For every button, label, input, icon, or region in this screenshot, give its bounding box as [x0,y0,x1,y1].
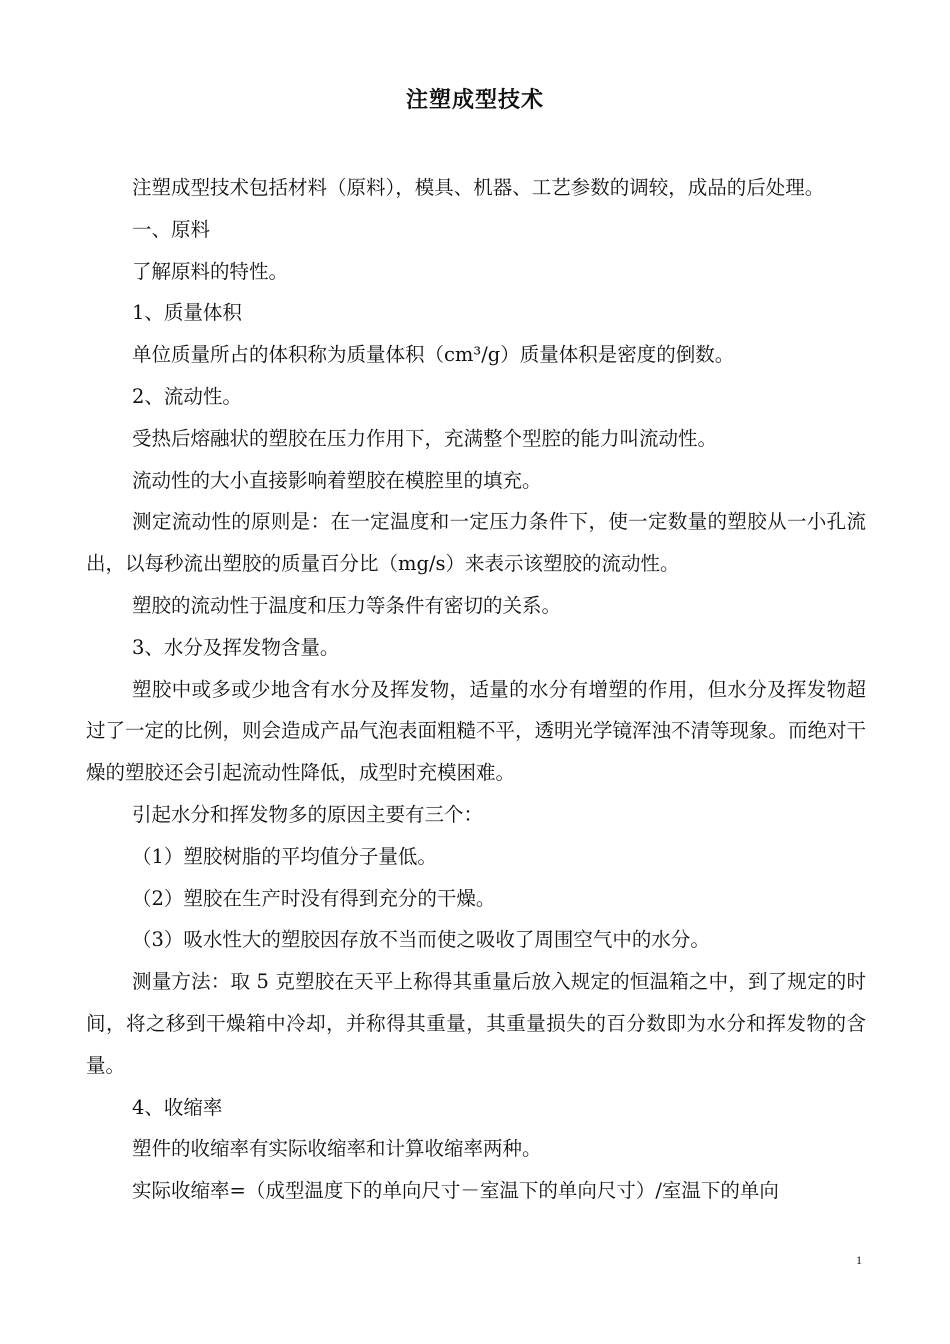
paragraph-moisture-causes: 引起水分和挥发物多的原因主要有三个： [132,802,484,826]
paragraph-fluidity-definition: 受热后熔融状的塑胶在压力作用下，充满整个型腔的能力叫流动性。 [132,426,718,450]
paragraph-intro: 注塑成型技术包括材料（原料），模具、机器、工艺参数的调较，成品的后处理。 [132,176,825,199]
paragraph-fluidity-effect: 流动性的大小直接影响着塑胶在模腔里的填充。 [132,468,542,492]
paragraph-measurement-method: 测量方法：取 5 克塑胶在天平上称得其重量后放入规定的恒温箱之中，到了规定的时间，将之移到干燥箱中冷却，并称得其重量，其重量损失的百分数即为水分和挥发物的含量。 [86,970,866,1077]
paragraph-moisture-effects: 塑胶中或多或少地含有水分及挥发物，适量的水分有增塑的作用，但水分及挥发物超过了一定的比例，则会造成产品气泡表面粗糙不平，透明光学镜浑浊不清等现象。而绝对干燥的塑胶还会引起流动性降低，成型时充模困难。 [86,677,867,785]
subheading-shrinkage: 4、收缩率 [132,1095,223,1119]
document-body [86,167,866,1212]
section-heading-raw-materials: 一、原料 [132,217,211,241]
list-item-cause-2: （2）塑胶在生产时没有得到充分的干燥。 [132,886,496,910]
subheading-moisture-volatiles: 3、水分及挥发物含量。 [132,635,340,659]
page-number: 1 [856,1253,862,1267]
list-item-cause-1: （1）塑胶树脂的平均值分子量低。 [132,844,437,868]
subheading-specific-volume: 1、质量体积 [132,301,242,325]
paragraph-actual-shrinkage-formula: 实际收缩率=（成型温度下的单向尺寸－室温下的单向尺寸）/室温下的单向 [132,1179,779,1203]
paragraph-shrinkage-types: 塑件的收缩率有实际收缩率和计算收缩率两种。 [132,1137,542,1161]
paragraph-fluidity-conditions: 塑胶的流动性于温度和压力等条件有密切的关系。 [132,593,562,617]
document-title: 注塑成型技术 [405,88,544,113]
list-item-cause-3: （3）吸水性大的塑胶因存放不当而使之吸收了周围空气中的水分。 [132,928,710,952]
paragraph-specific-volume: 单位质量所占的体积称为质量体积（cm³/g）质量体积是密度的倒数。 [132,343,735,367]
subheading-fluidity: 2、流动性。 [132,384,242,408]
paragraph-understand-properties: 了解原料的特性。 [132,259,289,283]
paragraph-fluidity-measurement: 测定流动性的原则是：在一定温度和一定压力条件下，使一定数量的塑胶从一小孔流出，以每秒流出塑胶的质量百分比（mg/s）来表示该塑胶的流动性。 [86,510,866,576]
